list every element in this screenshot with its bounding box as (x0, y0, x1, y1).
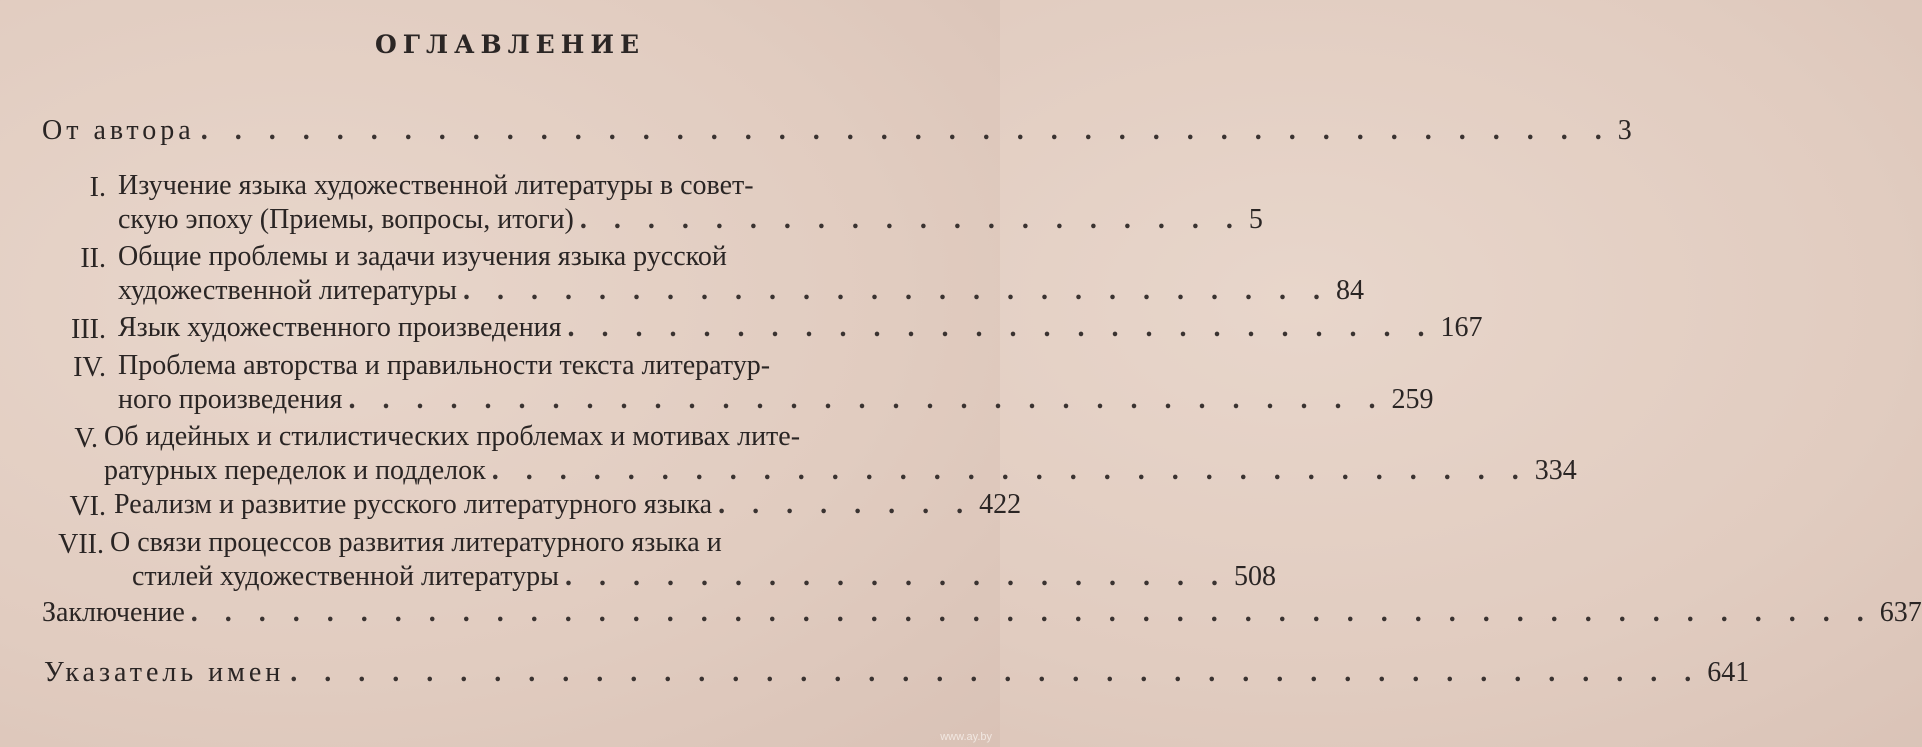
toc-page-number: 641 (1707, 657, 1750, 688)
toc-entry-line (110, 527, 910, 563)
toc-entry-line (118, 275, 1364, 311)
toc-entry-line (132, 561, 1276, 597)
toc-entry-title: Проблема авторства и правильности текста литератур- (118, 350, 771, 381)
toc-chapter-number: II. (80, 243, 106, 274)
toc-entry-title: Изучение языка художественной литературы в совет- (118, 170, 754, 201)
toc-entry-title: О связи процессов развития литературного языка и (110, 527, 722, 558)
leader-dots: . . . . . . . . . . . . . . . . . . . . . . . . . . . . . . . (491, 455, 1529, 486)
leader-dots: . . . . . . . . (718, 489, 974, 520)
leader-dots: . . . . . . . . . . . . . . . . . . . . . . . . . . . . . . . . . . . . . . . . . . (200, 115, 1612, 146)
toc-chapter-number: I. (89, 172, 106, 203)
toc-entry-title-cont: стилей художественной литературы (132, 561, 559, 592)
watermark: www.ay.by (940, 731, 992, 743)
toc-page-number: 334 (1534, 455, 1577, 486)
toc-entry-title: Общие проблемы и задачи изучения языка русской (118, 241, 727, 272)
toc-chapter-number: V. (74, 423, 98, 454)
toc-entry-title-cont: художественной литературы (118, 275, 457, 306)
toc-entry-line (118, 350, 913, 386)
toc-page-number: 422 (979, 489, 1022, 520)
toc-entry-title-cont: ного произведения (118, 384, 343, 415)
toc-chapter-number: III. (71, 314, 106, 345)
toc-entry-line (104, 421, 914, 457)
leader-dots: . . . . . . . . . . . . . . . . . . . . . . . . . . (567, 312, 1435, 343)
toc-entry-title-cont: скую эпоху (Приемы, вопросы, итоги) (118, 204, 574, 235)
toc-entry-line (118, 204, 1263, 240)
leader-dots: . . . . . . . . . . . . . . . . . . . . . . . . . . (462, 275, 1330, 306)
leader-dots: . . . . . . . . . . . . . . . . . . . . . . . . . . . . . . . . . . . . . . . . . . . . . . . . . . (190, 597, 1874, 628)
toc-entry-title: Заключение (42, 597, 185, 628)
toc-entry-title: Реализм и развитие русского литературного языка (114, 489, 713, 520)
leader-dots: . . . . . . . . . . . . . . . . . . . . . . . . . . . . . . . (348, 384, 1386, 415)
toc-entry-line (104, 455, 1577, 491)
toc-page-number: 637 (1879, 597, 1922, 628)
leader-dots: . . . . . . . . . . . . . . . . . . . . (564, 561, 1228, 592)
toc-entry-title: Об идейных и стилистических проблемах и мотивах лите- (104, 421, 801, 452)
toc-page-number: 5 (1248, 204, 1263, 235)
toc-entry-title-cont: ратурных переделок и подделок (104, 455, 486, 486)
toc-chapter-number: VII. (58, 529, 104, 560)
toc-entry-conclusion (42, 597, 1922, 633)
toc-entry-name-index (44, 657, 1750, 693)
toc-page-number: 259 (1391, 384, 1434, 415)
toc-entry-line (114, 489, 1022, 525)
toc-entry-title: Язык художественного произведения (118, 312, 562, 343)
toc-entry-from-author (42, 115, 1632, 151)
toc-page-number: 167 (1440, 312, 1483, 343)
toc-entry-title: От автора (42, 115, 195, 146)
toc-page-number: 84 (1335, 275, 1364, 306)
toc-page-number: 3 (1617, 115, 1632, 146)
toc-entry-line (118, 312, 1483, 348)
toc-entry-line (118, 241, 913, 277)
toc-page-number: 508 (1233, 561, 1276, 592)
toc-entry-line (118, 384, 1434, 420)
leader-dots: . . . . . . . . . . . . . . . . . . . . . . . . . . . . . . . . . . . . . . . . . . (290, 657, 1702, 688)
toc-entry-title: Указатель имен (44, 657, 285, 688)
toc-entry-line (118, 170, 913, 206)
toc-chapter-number: IV. (73, 352, 106, 383)
page-title: ОГЛАВЛЕНИЕ (374, 30, 646, 59)
toc-chapter-number: VI. (69, 491, 106, 522)
leader-dots: . . . . . . . . . . . . . . . . . . . . (579, 204, 1243, 235)
